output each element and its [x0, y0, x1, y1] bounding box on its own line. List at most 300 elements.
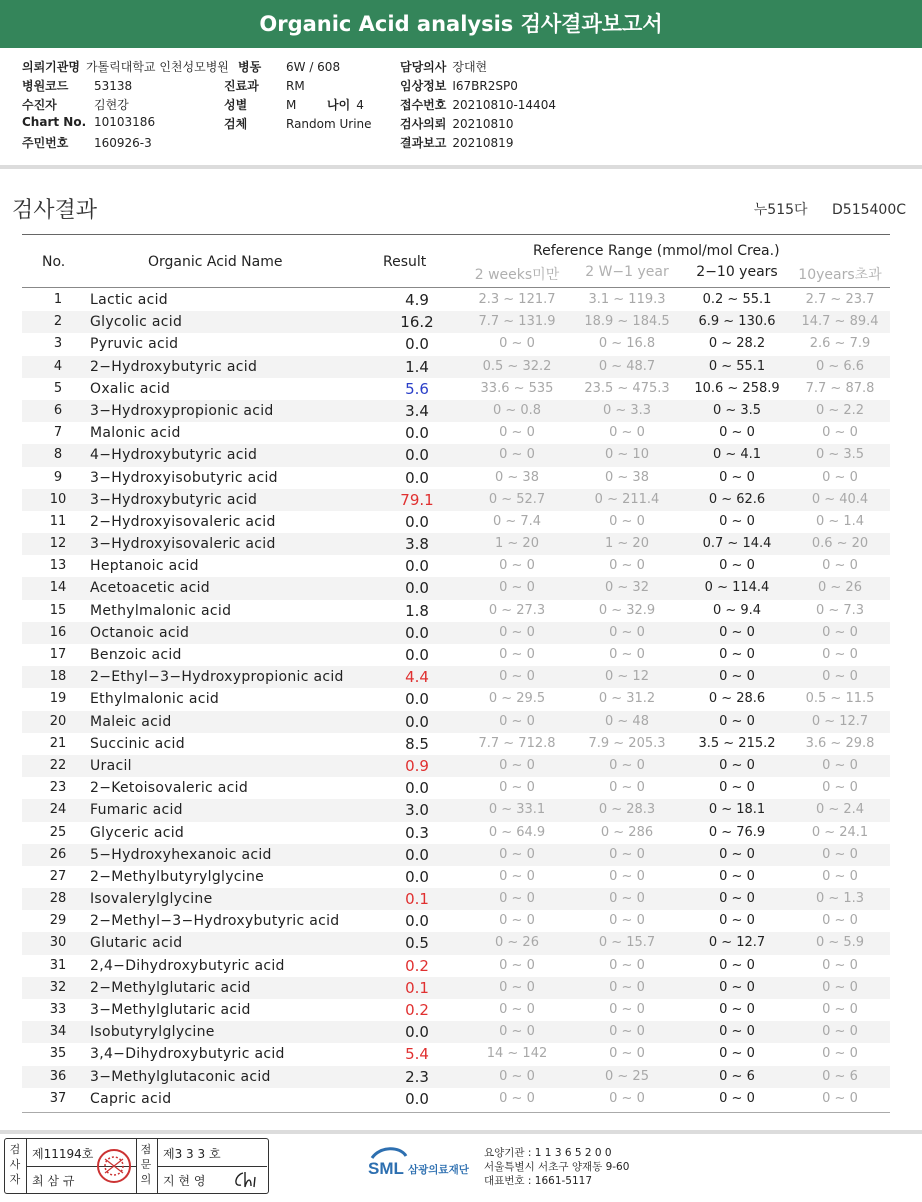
row-number: 35 — [49, 1046, 67, 1062]
ref-2w-1y: 0 ~ 3.3 — [602, 402, 652, 418]
acid-name: Oxalic acid — [90, 380, 171, 397]
table-row — [22, 666, 890, 688]
result-value: 3.4 — [405, 401, 429, 420]
ref-10y-plus: 0 ~ 0 — [822, 1002, 858, 1017]
meta-value: I67BR2SP0 — [452, 79, 518, 93]
row-number: 21 — [49, 735, 67, 751]
meta-age — [327, 96, 364, 113]
acid-name: 3−Methylglutaconic acid — [90, 1068, 271, 1085]
table-row — [22, 622, 890, 644]
table-row — [22, 467, 890, 489]
result-value: 0.9 — [405, 756, 429, 775]
result-value: 0.0 — [405, 646, 429, 664]
meta-id-number — [22, 134, 152, 151]
ref-2-10y: 0 ~ 0 — [719, 647, 755, 662]
ref-2-10y: 0 ~ 76.9 — [708, 824, 766, 840]
meta-value: 6W / 608 — [286, 60, 341, 74]
signature-license-2: 제3 3 3 호 — [163, 1147, 221, 1161]
meta-value: Random Urine — [286, 117, 372, 131]
acid-name: Isobutyrylglycine — [90, 1024, 215, 1041]
ref-10y-plus: 0 ~ 0 — [822, 757, 858, 773]
ref-2-10y: 0 ~ 0 — [719, 513, 755, 529]
phone: 대표번호 : 1661-5117 — [484, 1175, 593, 1187]
ref-2-10y: 0 ~ 0 — [719, 624, 755, 640]
header-name: Organic Acid Name — [148, 254, 283, 270]
ref-10y-plus: 0 ~ 1.3 — [815, 891, 865, 907]
result-value: 8.5 — [405, 734, 429, 753]
table-row — [22, 378, 890, 400]
ref-2w-1y: 0 ~ 0 — [609, 979, 645, 995]
result-value: 0.5 — [405, 934, 429, 953]
signature-box — [4, 1138, 269, 1194]
sml-logo-icon — [366, 1144, 476, 1186]
result-value: 5.6 — [405, 379, 429, 398]
ref-2w-1y: 0 ~ 15.7 — [598, 935, 656, 951]
acid-name: 2−Hydroxyisovaleric acid — [90, 513, 276, 530]
ref-2-10y: 0 ~ 0 — [719, 780, 755, 796]
table-row — [22, 555, 890, 577]
ref-10y-plus: 0 ~ 5.9 — [815, 935, 865, 951]
ref-2w-1y: 0 ~ 0 — [609, 891, 645, 907]
ref-10y-plus: 0 ~ 0 — [822, 780, 858, 796]
ref-10y-plus: 7.7 ~ 87.8 — [805, 380, 875, 396]
acid-name: 4−Hydroxybutyric acid — [90, 447, 258, 464]
ref-2weeks: 0 ~ 0 — [499, 913, 535, 929]
header-age-1: 2 weeks미만 — [474, 267, 560, 283]
meta-report-date — [400, 134, 513, 151]
acid-name: Pyruvic acid — [90, 336, 179, 353]
meta-label: 의뢰기관명 — [22, 60, 80, 74]
ref-2-10y: 0 ~ 0 — [719, 1090, 755, 1106]
table-row — [22, 910, 890, 932]
row-number: 37 — [49, 1090, 67, 1106]
ref-2weeks: 0 ~ 0 — [499, 1090, 535, 1106]
ref-2w-1y: 0 ~ 0 — [609, 868, 645, 884]
acid-name: Glycolic acid — [90, 314, 183, 331]
ref-2-10y: 0 ~ 0 — [719, 913, 755, 929]
ref-2w-1y: 0 ~ 48 — [605, 713, 649, 729]
acid-name: 3−Hydroxyisobutyric acid — [90, 469, 278, 486]
ref-2w-1y: 0 ~ 0 — [609, 780, 645, 796]
ref-10y-plus: 0 ~ 6 — [822, 1068, 858, 1084]
ref-2w-1y: 0 ~ 25 — [605, 1068, 649, 1084]
acid-name: Glyceric acid — [90, 824, 185, 841]
row-number: 29 — [49, 913, 67, 929]
ref-10y-plus: 0 ~ 2.4 — [815, 802, 865, 818]
ref-10y-plus: 0 ~ 0 — [822, 913, 858, 929]
result-value: 1.8 — [405, 601, 429, 620]
table-header — [22, 235, 890, 287]
signature-role-1: 검사자 — [9, 1143, 21, 1186]
acid-name: Fumaric acid — [90, 802, 183, 819]
ref-2weeks: 0 ~ 0 — [499, 1024, 535, 1040]
table-row — [22, 755, 890, 777]
ref-10y-plus: 0 ~ 0 — [822, 425, 858, 441]
acid-name: 2−Ketoisovaleric acid — [90, 780, 249, 797]
result-value: 0.0 — [405, 690, 429, 709]
table-row — [22, 799, 890, 821]
ref-10y-plus: 14.7 ~ 89.4 — [801, 314, 879, 330]
ref-10y-plus: 0 ~ 0 — [822, 469, 858, 485]
ref-2weeks: 0 ~ 0 — [499, 447, 535, 463]
ref-10y-plus: 0 ~ 0 — [822, 868, 858, 884]
row-number: 11 — [49, 513, 67, 529]
ref-2-10y: 6.9 ~ 130.6 — [698, 314, 776, 330]
ref-2w-1y: 0 ~ 10 — [605, 447, 649, 463]
table-row — [22, 577, 890, 599]
ref-2-10y: 0 ~ 4.1 — [712, 447, 762, 463]
meta-label: 결과보고 — [400, 136, 447, 150]
meta-patient — [22, 96, 129, 113]
ref-10y-plus: 0 ~ 0 — [822, 669, 858, 685]
row-number: 22 — [49, 757, 67, 773]
result-value: 3.8 — [405, 535, 429, 554]
ref-10y-plus: 3.6 ~ 29.8 — [805, 735, 875, 751]
ref-10y-plus: 0 ~ 26 — [818, 580, 862, 596]
row-number: 18 — [49, 669, 67, 685]
row-number: 1 — [53, 292, 63, 307]
ref-2weeks: 0 ~ 0 — [499, 780, 535, 796]
row-number: 26 — [49, 846, 67, 862]
row-number: 4 — [53, 358, 63, 374]
row-number: 9 — [53, 469, 63, 485]
ref-2weeks: 14 ~ 142 — [486, 1046, 548, 1062]
meta-label: 수진자 — [22, 98, 57, 112]
ref-2weeks: 0 ~ 27.3 — [488, 602, 546, 618]
ref-2-10y: 0 ~ 18.1 — [708, 802, 766, 818]
header-no: No. — [42, 254, 66, 270]
table-row — [22, 866, 890, 888]
code-2: D515400C — [832, 202, 906, 218]
table-row — [22, 1066, 890, 1088]
meta-sex — [224, 96, 296, 113]
ref-2weeks: 0 ~ 0 — [499, 1002, 535, 1017]
ref-2weeks: 1 ~ 20 — [495, 536, 539, 552]
meta-value: 53138 — [94, 79, 133, 93]
ref-10y-plus: 0 ~ 12.7 — [811, 713, 869, 729]
row-number: 31 — [49, 957, 67, 973]
result-value: 0.0 — [405, 712, 429, 731]
ref-2w-1y: 0 ~ 0 — [609, 513, 645, 529]
ref-10y-plus: 2.7 ~ 23.7 — [805, 292, 875, 307]
ref-2-10y: 0 ~ 28.2 — [708, 336, 766, 352]
ref-2-10y: 0 ~ 0 — [719, 713, 755, 729]
table-row — [22, 955, 890, 977]
ref-2-10y: 0 ~ 0 — [719, 891, 755, 907]
table-row — [22, 444, 890, 466]
ref-2w-1y: 0 ~ 0 — [609, 558, 645, 574]
table-row — [22, 289, 890, 311]
ref-2w-1y: 0 ~ 28.3 — [598, 802, 656, 818]
acid-name: 3−Hydroxypropionic acid — [90, 402, 274, 419]
ref-2weeks: 2.3 ~ 121.7 — [478, 292, 556, 307]
divider — [0, 1130, 922, 1134]
ref-2-10y: 0.2 ~ 55.1 — [702, 292, 772, 307]
ref-2w-1y: 0 ~ 48.7 — [598, 358, 656, 374]
result-value: 4.4 — [405, 668, 429, 687]
row-number: 19 — [49, 691, 67, 707]
row-number: 30 — [49, 935, 67, 951]
table-row — [22, 688, 890, 710]
row-number: 3 — [53, 336, 63, 352]
row-number: 15 — [49, 602, 67, 618]
ref-2weeks: 0 ~ 33.1 — [488, 802, 546, 818]
acid-name: Octanoic acid — [90, 624, 190, 641]
row-number: 6 — [53, 402, 63, 418]
acid-name: 2−Methyl−3−Hydroxybutyric acid — [90, 913, 340, 930]
ref-2w-1y: 0 ~ 12 — [605, 669, 649, 685]
ref-10y-plus: 0 ~ 0 — [822, 624, 858, 640]
ref-2weeks: 0 ~ 0 — [499, 713, 535, 729]
ref-2-10y: 0 ~ 28.6 — [708, 691, 766, 707]
ref-2weeks: 0 ~ 7.4 — [492, 513, 542, 529]
meta-value: 10103186 — [94, 115, 156, 129]
acid-name: 2−Hydroxybutyric acid — [90, 358, 258, 375]
ref-10y-plus: 0 ~ 0 — [822, 558, 858, 574]
table-row — [22, 422, 890, 444]
meta-request-date — [400, 115, 513, 132]
ref-2weeks: 0 ~ 0 — [499, 580, 535, 596]
acid-name: Heptanoic acid — [90, 558, 199, 575]
acid-name: 3−Hydroxyisovaleric acid — [90, 536, 276, 553]
divider — [0, 165, 922, 169]
table-row — [22, 1021, 890, 1043]
result-table — [22, 289, 890, 1110]
row-number: 7 — [53, 425, 63, 441]
result-value: 0.1 — [405, 890, 429, 909]
result-value: 0.0 — [405, 579, 429, 598]
table-row — [22, 311, 890, 333]
result-value: 0.0 — [405, 468, 429, 487]
ref-2weeks: 0 ~ 0 — [499, 1068, 535, 1084]
meta-value: 김현강 — [94, 98, 129, 112]
signature-name-1: 최 삼 규 — [32, 1174, 75, 1188]
seal-stamp-icon — [95, 1147, 133, 1185]
ref-2-10y: 0 ~ 0 — [719, 846, 755, 862]
logo-text: SML — [368, 1159, 404, 1178]
ref-2w-1y: 0 ~ 0 — [609, 1002, 645, 1017]
ref-2w-1y: 0 ~ 0 — [609, 757, 645, 773]
acid-name: Lactic acid — [90, 292, 168, 308]
meta-label: 접수번호 — [400, 98, 447, 112]
acid-name: 5−Hydroxyhexanoic acid — [90, 846, 272, 863]
ref-2-10y: 0 ~ 0 — [719, 558, 755, 574]
meta-specimen — [224, 115, 372, 132]
result-value: 0.0 — [405, 779, 429, 798]
ref-10y-plus: 2.6 ~ 7.9 — [809, 336, 871, 352]
ref-10y-plus: 0 ~ 0 — [822, 979, 858, 995]
acid-name: Acetoacetic acid — [90, 580, 210, 597]
ref-2weeks: 0 ~ 0 — [499, 757, 535, 773]
meta-label: 주민번호 — [22, 136, 69, 150]
meta-value: 160926-3 — [94, 136, 152, 150]
row-number: 34 — [49, 1024, 67, 1040]
row-number: 20 — [49, 713, 67, 729]
acid-name: Capric acid — [90, 1090, 172, 1107]
table-row — [22, 1043, 890, 1065]
meta-label: 나이 — [327, 98, 351, 112]
result-value: 0.0 — [405, 424, 429, 443]
table-row — [22, 600, 890, 622]
meta-label: 검체 — [224, 117, 248, 131]
result-value: 2.3 — [405, 1067, 429, 1086]
ref-2weeks: 0 ~ 29.5 — [488, 691, 546, 707]
table-row — [22, 333, 890, 355]
row-number: 10 — [49, 491, 67, 507]
header-age-4: 10years초과 — [798, 267, 882, 283]
ref-2w-1y: 0 ~ 0 — [609, 957, 645, 973]
table-row — [22, 711, 890, 733]
ref-2weeks: 7.7 ~ 712.8 — [478, 735, 556, 751]
meta-label: 임상정보 — [400, 79, 447, 93]
code-1: 누515다 — [753, 202, 808, 218]
ref-2w-1y: 0 ~ 0 — [609, 425, 645, 441]
ref-2-10y: 0 ~ 0 — [719, 425, 755, 441]
meta-value: 20210810 — [452, 117, 514, 131]
ref-10y-plus: 0 ~ 0 — [822, 1046, 858, 1062]
acid-name: Maleic acid — [90, 713, 172, 730]
header-result: Result — [383, 254, 427, 270]
table-row — [22, 511, 890, 533]
acid-name: Benzoic acid — [90, 647, 182, 663]
ref-2w-1y: 3.1 ~ 119.3 — [588, 292, 666, 307]
table-row — [22, 644, 890, 666]
meta-hospital — [22, 58, 229, 75]
table-row — [22, 533, 890, 555]
ref-2weeks: 0 ~ 0 — [499, 957, 535, 973]
signature-license-1: 제11194호 — [32, 1147, 94, 1161]
row-number: 28 — [49, 891, 67, 907]
table-bottom-border — [22, 1112, 890, 1113]
signature-role-2: 점문의 — [140, 1143, 152, 1186]
result-value: 0.0 — [405, 512, 429, 531]
table-header-border — [22, 287, 890, 288]
row-number: 36 — [49, 1068, 67, 1084]
ref-10y-plus: 0 ~ 3.5 — [815, 447, 865, 463]
meta-label: 담당의사 — [400, 60, 447, 74]
result-value: 0.0 — [405, 912, 429, 931]
meta-value: 가톨릭대학교 인천성모병원 — [85, 60, 229, 74]
row-number: 25 — [49, 824, 67, 840]
row-number: 17 — [49, 647, 67, 662]
result-value: 0.0 — [405, 867, 429, 886]
ref-10y-plus: 0 ~ 0 — [822, 846, 858, 862]
meta-receipt-no — [400, 96, 556, 113]
ref-2-10y: 0.7 ~ 14.4 — [702, 536, 772, 552]
report-title: Organic Acid analysis 검사결과보고서 — [0, 0, 922, 48]
ref-2w-1y: 0 ~ 0 — [609, 624, 645, 640]
ref-2-10y: 0 ~ 0 — [719, 979, 755, 995]
ref-2-10y: 3.5 ~ 215.2 — [698, 735, 776, 751]
meta-doctor — [400, 58, 487, 75]
ref-10y-plus: 0 ~ 24.1 — [811, 824, 869, 840]
result-value: 0.0 — [405, 557, 429, 576]
acid-name: 2−Methylbutyrylglycine — [90, 868, 265, 885]
ref-2weeks: 0.5 ~ 32.2 — [482, 358, 552, 374]
ref-2weeks: 7.7 ~ 131.9 — [478, 314, 556, 330]
row-number: 16 — [49, 624, 67, 640]
ref-2w-1y: 7.9 ~ 205.3 — [588, 735, 666, 751]
acid-name: Methylmalonic acid — [90, 602, 232, 619]
acid-name: Ethylmalonic acid — [90, 691, 220, 708]
ref-10y-plus: 0.6 ~ 20 — [811, 536, 869, 552]
ref-2weeks: 0 ~ 38 — [495, 469, 539, 485]
sml-logo — [366, 1144, 476, 1190]
ref-2weeks: 0 ~ 0 — [499, 868, 535, 884]
ref-10y-plus: 0 ~ 1.4 — [815, 513, 865, 529]
ref-2weeks: 0 ~ 0 — [499, 669, 535, 685]
table-row — [22, 489, 890, 511]
ref-10y-plus: 0 ~ 2.2 — [815, 402, 865, 418]
ref-2-10y: 0 ~ 0 — [719, 1002, 755, 1017]
ref-2-10y: 0 ~ 0 — [719, 669, 755, 685]
acid-name: 3,4−Dihydroxybutyric acid — [90, 1046, 285, 1063]
row-number: 5 — [53, 380, 63, 396]
ref-2weeks: 0 ~ 0 — [499, 647, 535, 662]
meta-value: M — [286, 98, 297, 112]
row-number: 14 — [49, 580, 67, 596]
ref-2w-1y: 0 ~ 286 — [600, 824, 654, 840]
org-name: 삼광의료재단 — [408, 1164, 469, 1176]
header-age-2: 2 W−1 year — [585, 264, 669, 280]
ref-2-10y: 0 ~ 62.6 — [708, 491, 766, 507]
row-number: 8 — [53, 447, 63, 463]
ref-2-10y: 0 ~ 0 — [719, 1024, 755, 1040]
acid-name: 2−Ethyl−3−Hydroxypropionic acid — [90, 669, 344, 686]
result-value: 0.2 — [405, 1001, 429, 1019]
row-number: 12 — [49, 536, 67, 552]
ref-2w-1y: 0 ~ 31.2 — [598, 691, 656, 707]
acid-name: 2−Methylglutaric acid — [90, 979, 251, 996]
header-reference-range: Reference Range (mmol/mol Crea.) — [533, 243, 780, 259]
row-number: 32 — [49, 979, 67, 995]
result-value: 0.2 — [405, 956, 429, 975]
acid-name: Malonic acid — [90, 425, 181, 442]
table-row — [22, 932, 890, 954]
result-value: 0.0 — [405, 1023, 429, 1042]
ref-10y-plus: 0.5 ~ 11.5 — [805, 691, 875, 707]
acid-name: Succinic acid — [90, 735, 185, 752]
result-value: 3.0 — [405, 801, 429, 820]
row-number: 33 — [49, 1002, 67, 1017]
ref-2w-1y: 0 ~ 0 — [609, 647, 645, 662]
meta-chart-no — [22, 115, 155, 129]
ref-2w-1y: 1 ~ 20 — [605, 536, 649, 552]
meta-value: RM — [286, 79, 305, 93]
ref-2weeks: 0 ~ 0 — [499, 558, 535, 574]
acid-name: Uracil — [90, 757, 132, 774]
result-value: 0.1 — [405, 978, 429, 997]
meta-value: 20210819 — [452, 136, 514, 150]
acid-name: Isovalerylglycine — [90, 891, 213, 908]
ref-2w-1y: 0 ~ 0 — [609, 913, 645, 929]
meta-clinical-info — [400, 77, 518, 94]
address: 서울특별시 서초구 양재동 9-60 — [484, 1161, 630, 1173]
ref-2weeks: 0 ~ 0 — [499, 846, 535, 862]
ref-2w-1y: 0 ~ 0 — [609, 1046, 645, 1062]
handwritten-signature-icon — [229, 1169, 265, 1191]
ref-2w-1y: 23.5 ~ 475.3 — [584, 380, 670, 396]
meta-value: 4 — [356, 98, 364, 112]
row-number: 24 — [49, 802, 67, 818]
table-row — [22, 400, 890, 422]
meta-label: 병동 — [238, 60, 262, 74]
table-row — [22, 977, 890, 999]
ref-10y-plus: 0 ~ 0 — [822, 647, 858, 662]
report-codes — [754, 199, 906, 219]
ref-2w-1y: 0 ~ 32.9 — [598, 602, 656, 618]
ref-2-10y: 0 ~ 6 — [719, 1068, 755, 1084]
